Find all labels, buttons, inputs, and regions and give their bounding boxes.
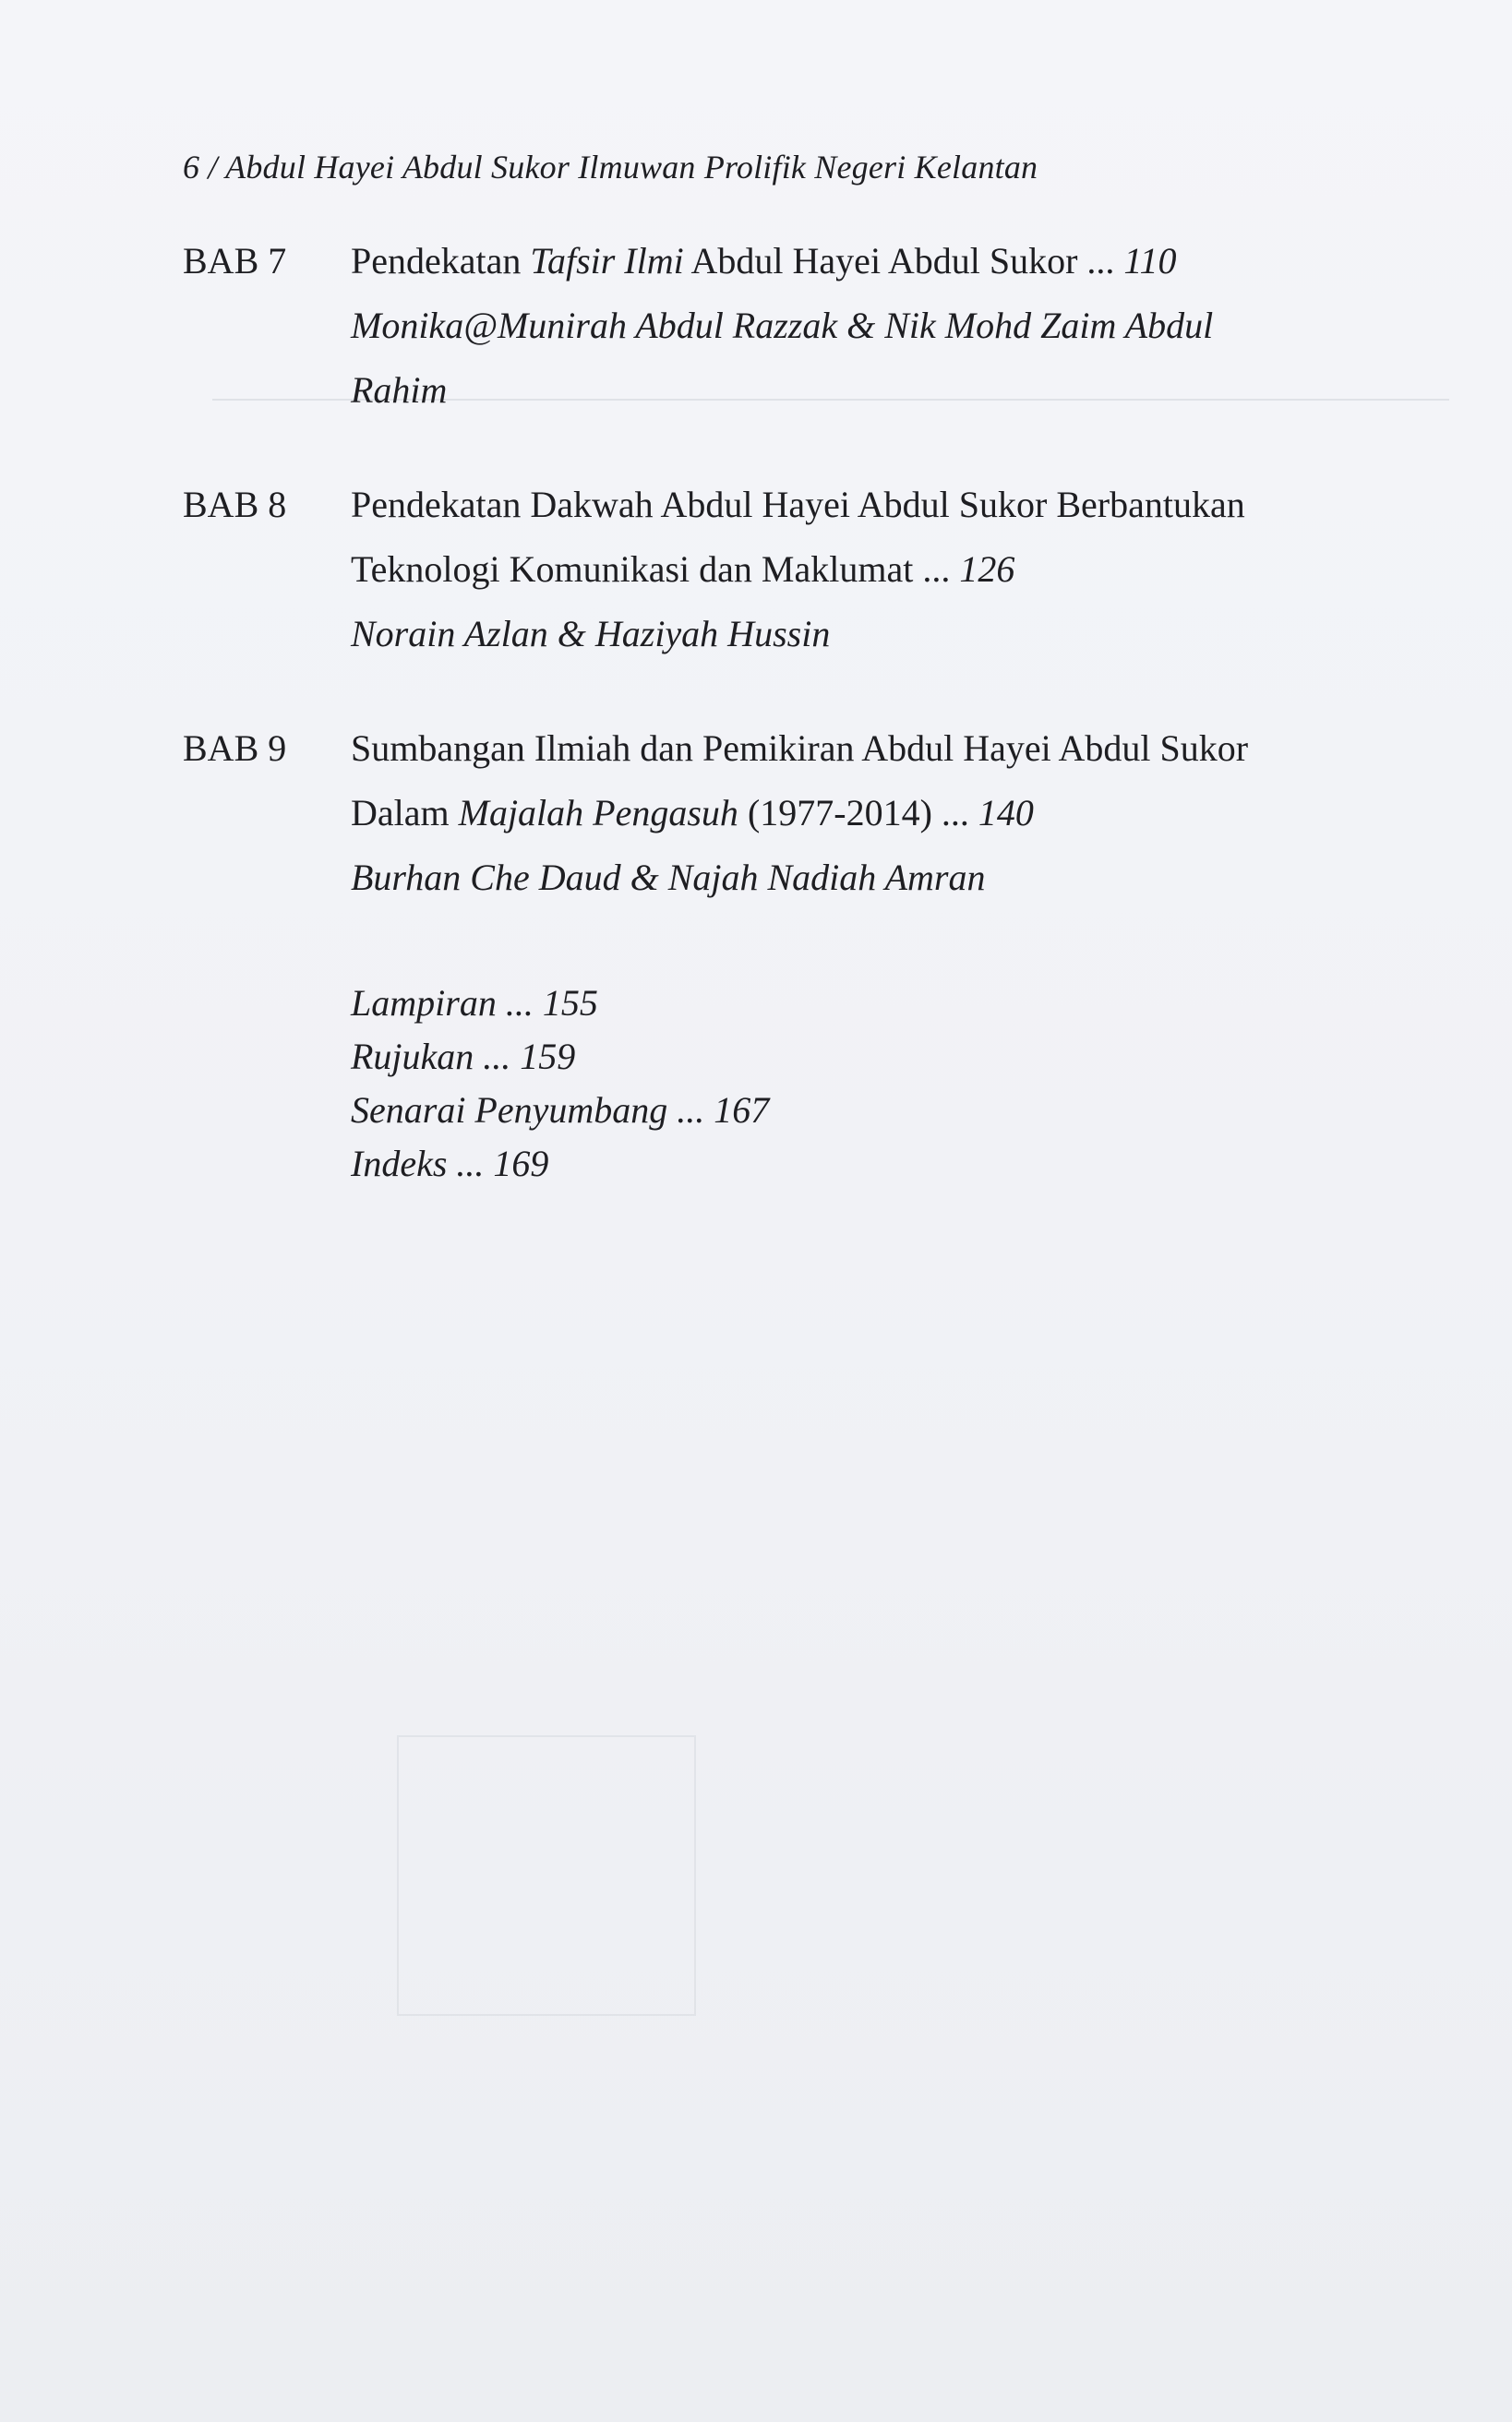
chapter-authors: Norain Azlan & Haziyah Hussin bbox=[351, 613, 831, 654]
show-through-box bbox=[397, 1735, 696, 2016]
appendix-item-lampiran: Lampiran ... 155 bbox=[351, 982, 598, 1024]
appendix-item-rujukan: Rujukan ... 159 bbox=[351, 1036, 576, 1077]
chapter-title bbox=[351, 229, 1385, 294]
chapter-authors: Burhan Che Daud & Najah Nadiah Amran bbox=[351, 857, 986, 898]
title-text: Pendekatan bbox=[351, 240, 531, 282]
chapter-title bbox=[351, 781, 1385, 845]
running-header: 6 / Abdul Hayei Abdul Sukor Ilmuwan Prolifik Negeri Kelantan bbox=[183, 149, 1038, 186]
chapter-number: BAB 7 bbox=[183, 240, 287, 282]
title-italic: Majalah Pengasuh bbox=[458, 792, 738, 833]
chapter-authors: Monika@Munirah Abdul Razzak & Nik Mohd Zaim Abdul bbox=[351, 305, 1214, 346]
page-number: 126 bbox=[959, 548, 1015, 590]
appendix-item-indeks: Indeks ... 169 bbox=[351, 1143, 549, 1184]
chapter-authors: Rahim bbox=[351, 369, 448, 411]
chapter-number: BAB 9 bbox=[183, 727, 287, 769]
title-italic: Tafsir Ilmi bbox=[530, 240, 684, 282]
title-text: Dalam bbox=[351, 792, 459, 833]
title-text: Teknologi Komunikasi dan Maklumat ... bbox=[351, 548, 960, 590]
title-text: Abdul Hayei Abdul Sukor ... bbox=[683, 240, 1124, 282]
chapter-title: Pendekatan Dakwah Abdul Hayei Abdul Sukor Berbantukan bbox=[351, 484, 1245, 525]
appendix-item-senarai-penyumbang: Senarai Penyumbang ... 167 bbox=[351, 1089, 770, 1131]
chapter-body bbox=[351, 473, 1385, 666]
page-number: 140 bbox=[978, 792, 1034, 833]
appendix-list bbox=[351, 977, 769, 1191]
chapter-title: Sumbangan Ilmiah dan Pemikiran Abdul Hayei Abdul Sukor bbox=[351, 727, 1249, 769]
chapter-title bbox=[351, 537, 1385, 602]
chapter-body bbox=[351, 716, 1385, 910]
title-text: (1977-2014) ... bbox=[738, 792, 978, 833]
page-number: 110 bbox=[1123, 240, 1177, 282]
chapter-number: BAB 8 bbox=[183, 484, 287, 525]
chapter-body bbox=[351, 229, 1385, 423]
